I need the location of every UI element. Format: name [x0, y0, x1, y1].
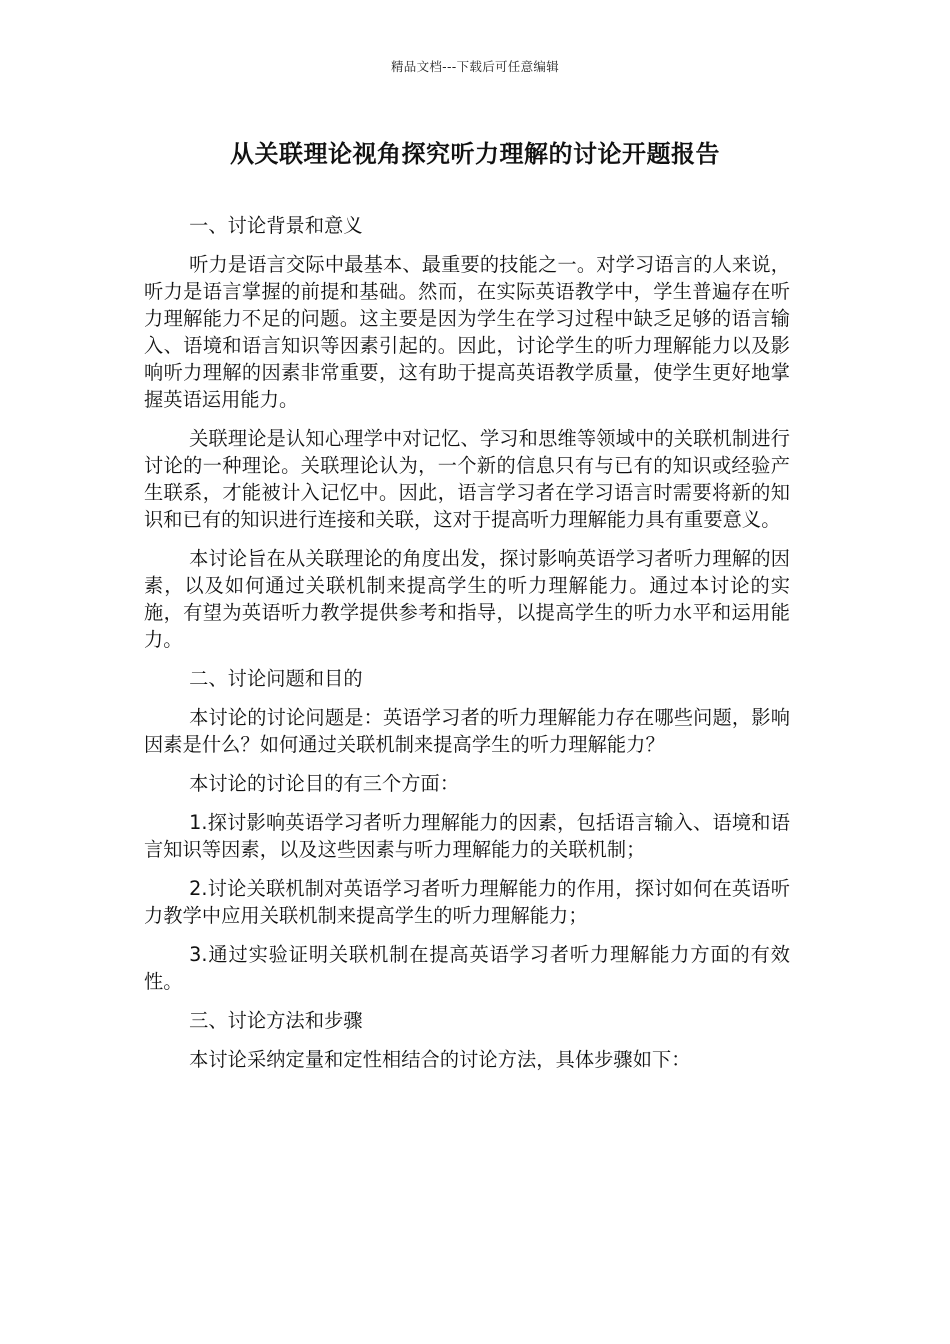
paragraph: 关联理论是认知心理学中对记忆、学习和思维等领域中的关联机制进行讨论的一种理论。关联理论认为，一个新的信息只有与已有的知识或经验产生联系，才能被计入记忆中。因此，语言学习者在学习语言时需要将新的知识和已有的知识进行连接和关联，这对于提高听力理解能力具有重要意义。 [144, 427, 790, 531]
section-heading-background: 一、讨论背景和意义 [189, 214, 363, 237]
document-body [144, 212, 790, 1085]
paragraph: 本讨论的讨论问题是：英语学习者的听力理解能力存在哪些问题，影响因素是什么？如何通过关联机制来提高学生的听力理解能力？ [144, 706, 790, 756]
paragraph: 本讨论的讨论目的有三个方面： [189, 772, 460, 795]
section-heading-questions: 二、讨论问题和目的 [189, 667, 363, 690]
page-header: 精品文档---下载后可任意编辑 [390, 59, 560, 74]
section-heading-methods: 三、讨论方法和步骤 [189, 1009, 363, 1032]
list-item: 1.探讨影响英语学习者听力理解能力的因素，包括语言输入、语境和语言知识等因素，以及这些因素与听力理解能力的关联机制； [144, 811, 790, 861]
document-title: 从关联理论视角探究听力理解的讨论开题报告 [230, 140, 720, 168]
list-item: 3.通过实验证明关联机制在提高英语学习者听力理解能力方面的有效性。 [144, 943, 790, 993]
paragraph: 听力是语言交际中最基本、最重要的技能之一。对学习语言的人来说，听力是语言掌握的前提和基础。然而，在实际英语教学中，学生普遍存在听力理解能力不足的问题。这主要是因为学生在学习过程中缺乏足够的语言输入、语境和语言知识等因素引起的。因此，讨论学生的听力理解能力以及影响听力理解的因素非常重要，这有助于提高英语教学质量，使学生更好地掌握英语运用能力。 [144, 253, 790, 411]
list-item: 2.讨论关联机制对英语学习者听力理解能力的作用，探讨如何在英语听力教学中应用关联机制来提高学生的听力理解能力； [144, 877, 790, 927]
paragraph: 本讨论旨在从关联理论的角度出发，探讨影响英语学习者听力理解的因素，以及如何通过关联机制来提高学生的听力理解能力。通过本讨论的实施，有望为英语听力教学提供参考和指导，以提高学生的听力水平和运用能力。 [144, 547, 790, 651]
paragraph: 本讨论采纳定量和定性相结合的讨论方法，具体步骤如下： [189, 1048, 691, 1071]
